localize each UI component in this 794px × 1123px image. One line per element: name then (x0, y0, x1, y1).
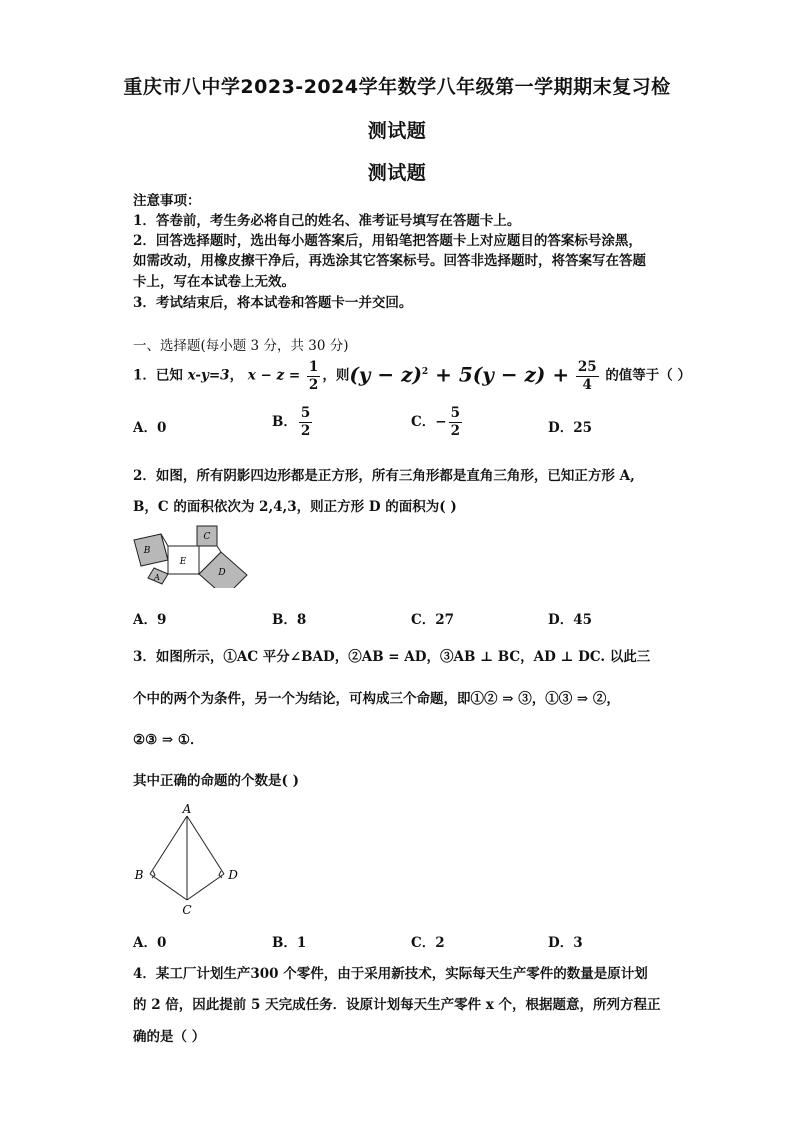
q4-line-1: 4．某工厂计划生产300 个零件，由于采用新技术，实际每天生产零件的数量是原计划 (133, 966, 648, 982)
q2-option-b[interactable]: B．8 (272, 612, 307, 628)
notice-item-1: 1．答卷前，考生务必将自己的姓名、准考证号填写在答题卡上。 (133, 213, 521, 229)
q1-option-a[interactable]: A．0 (133, 420, 167, 436)
notice-item-2c: 卡上，写在本试卷上无效。 (133, 274, 295, 290)
q1-square: 2 (421, 367, 429, 377)
q2-line-1: 2．如图，所有阴影四边形都是正方形，所有三角形都是直角三角形，已知正方形 A, (133, 468, 635, 484)
q3-line-2: 个中的两个为条件，另一个为结论，可构成三个命题，即①② ⇒ ③，①③ ⇒ ②， (133, 691, 620, 707)
q3-line-3: ②③ ⇒ ①． (133, 732, 204, 748)
q1-expr1: (y − z) (349, 362, 422, 387)
q1-option-c[interactable]: C．− $\frac{5}{2}$ (411, 405, 460, 439)
q2-option-d[interactable]: D．45 (548, 612, 592, 628)
q1-prefix: 1．已知 (133, 367, 188, 384)
q3-line-4: 其中正确的命题的个数是( ) (133, 773, 299, 789)
q2-option-a[interactable]: A．9 (133, 612, 167, 628)
q3-figure (128, 802, 244, 920)
q3-option-c[interactable]: C．2 (411, 935, 445, 951)
q1-half-fraction: $\frac{1}{2}$ (308, 358, 319, 393)
q3-line-1: 3．如图所示，①AC 平分∠BAD，②AB = AD，③AB ⊥ BC，AD ⊥ DC. 以此三 (133, 649, 651, 665)
label-a: A (154, 573, 160, 582)
q1-option-d[interactable]: D．25 (548, 420, 592, 436)
q3-label-b: B (134, 868, 144, 882)
q4-line-2: 的 2 倍，因此提前 5 天完成任务．设原计划每天生产零件 x 个，根据题意，所列方程正 (133, 997, 661, 1013)
q3-label-c: C (182, 903, 192, 917)
q1-then: ，则 (322, 367, 350, 384)
q2-figure (130, 522, 250, 588)
notice-item-3: 3．考试结束后，将本试卷和答题卡一并交回。 (133, 295, 413, 311)
q1-suffix: 的值等于（ ） (605, 367, 692, 384)
q1-expr2: + 5(y − z) + (428, 362, 570, 387)
notice-heading: 注意事项： (133, 193, 201, 209)
q2-option-c[interactable]: C．27 (411, 612, 455, 628)
label-d: D (218, 568, 226, 578)
q1-sep: ， (229, 367, 244, 384)
section-heading: 一、选择题(每小题 3 分，共 30 分) (133, 338, 349, 354)
label-b: B (143, 546, 151, 556)
q1-cond1: x-y=3 (187, 367, 230, 384)
label-e: E (179, 557, 187, 567)
page-title: 重庆市八中学2023-2024学年数学八年级第一学期期末复习检 (123, 76, 671, 98)
q3-label-d: D (228, 868, 238, 882)
q1-option-b[interactable]: B． $\frac{5}{2}$ (272, 405, 311, 439)
page-title-cont: 测试题 (367, 120, 427, 142)
question-1 (133, 354, 691, 394)
q3-option-a[interactable]: A．0 (133, 935, 167, 951)
page-subtitle: 测试题 (367, 162, 427, 184)
q4-line-3: 确的是（ ） (133, 1029, 206, 1045)
q3-label-a: A (182, 802, 192, 816)
q1-cond2: x − z = (247, 367, 301, 384)
q1-fraction: $\frac{25}{4}$ (577, 358, 597, 393)
label-c: C (203, 532, 211, 542)
q2-line-2: B，C 的面积依次为 2,4,3，则正方形 D 的面积为( ) (133, 499, 457, 515)
q3-option-d[interactable]: D．3 (548, 935, 583, 951)
q3-option-b[interactable]: B．1 (272, 935, 307, 951)
notice-item-2a: 2．回答选择题时，选出每小题答案后，用铅笔把答题卡上对应题目的答案标号涂黑， (133, 233, 642, 249)
notice-item-2b: 如需改动，用橡皮擦干净后，再选涂其它答案标号。回答非选择题时，将答案写在答题 (133, 253, 646, 269)
